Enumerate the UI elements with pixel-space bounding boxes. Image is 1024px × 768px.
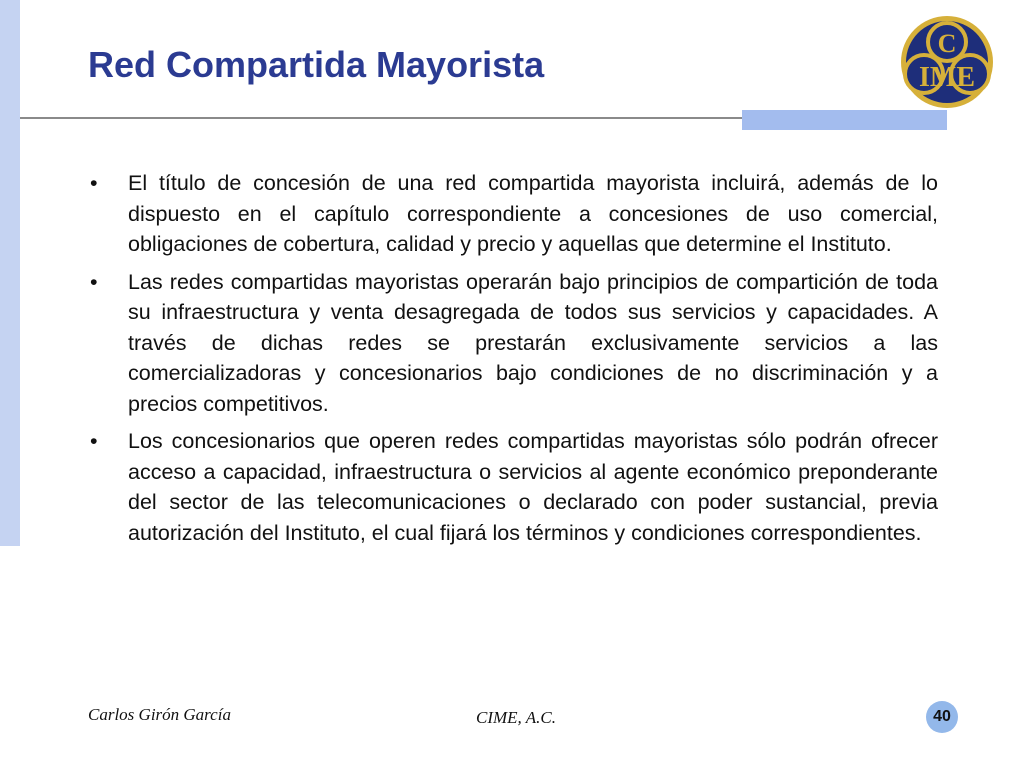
divider-accent-block bbox=[742, 110, 947, 130]
slide-title: Red Compartida Mayorista bbox=[88, 44, 545, 85]
footer-author: Carlos Girón García bbox=[88, 705, 231, 724]
svg-text:C: C bbox=[937, 29, 957, 58]
bullet-list bbox=[88, 168, 938, 555]
bullet-item bbox=[88, 267, 938, 420]
bullet-text: El título de concesión de una red compartida mayorista incluirá, además de lo dispuesto en el capítulo correspondiente a concesiones de uso comercial, obligaciones de cobertura, calidad y precio y aquellas que determine el Instituto. bbox=[128, 171, 938, 256]
bullet-marker: • bbox=[90, 171, 98, 195]
bullet-text: Los concesionarios que operen redes compartidas mayoristas sólo podrán ofrecer acceso a capacidad, infraestructura o servicios al agente económico preponderante del sector de las telecomunicaciones o declarado con poder sustancial, previa autorización del Instituto, el cual fijará los términos y condiciones correspondientes. bbox=[128, 429, 938, 545]
bullet-text: Las redes compartidas mayoristas operarán bajo principios de compartición de toda su infraestructura y venta desagregada de todos sus servicios y capacidades. A través de dichas redes se prestarán exclusivamente servicios a las comercializadoras y concesionarios bajo condiciones de no discriminación y a precios competitivos. bbox=[128, 269, 938, 416]
cime-logo-icon bbox=[893, 12, 1001, 112]
svg-text:IME: IME bbox=[919, 62, 975, 93]
left-accent-bar bbox=[0, 0, 20, 546]
bullet-item bbox=[88, 168, 938, 260]
bullet-item bbox=[88, 426, 938, 548]
page-number-badge: 40 bbox=[926, 701, 958, 733]
footer-organization: CIME, A.C. bbox=[476, 708, 556, 727]
bullet-marker: • bbox=[90, 429, 98, 453]
bullet-marker: • bbox=[90, 269, 98, 294]
